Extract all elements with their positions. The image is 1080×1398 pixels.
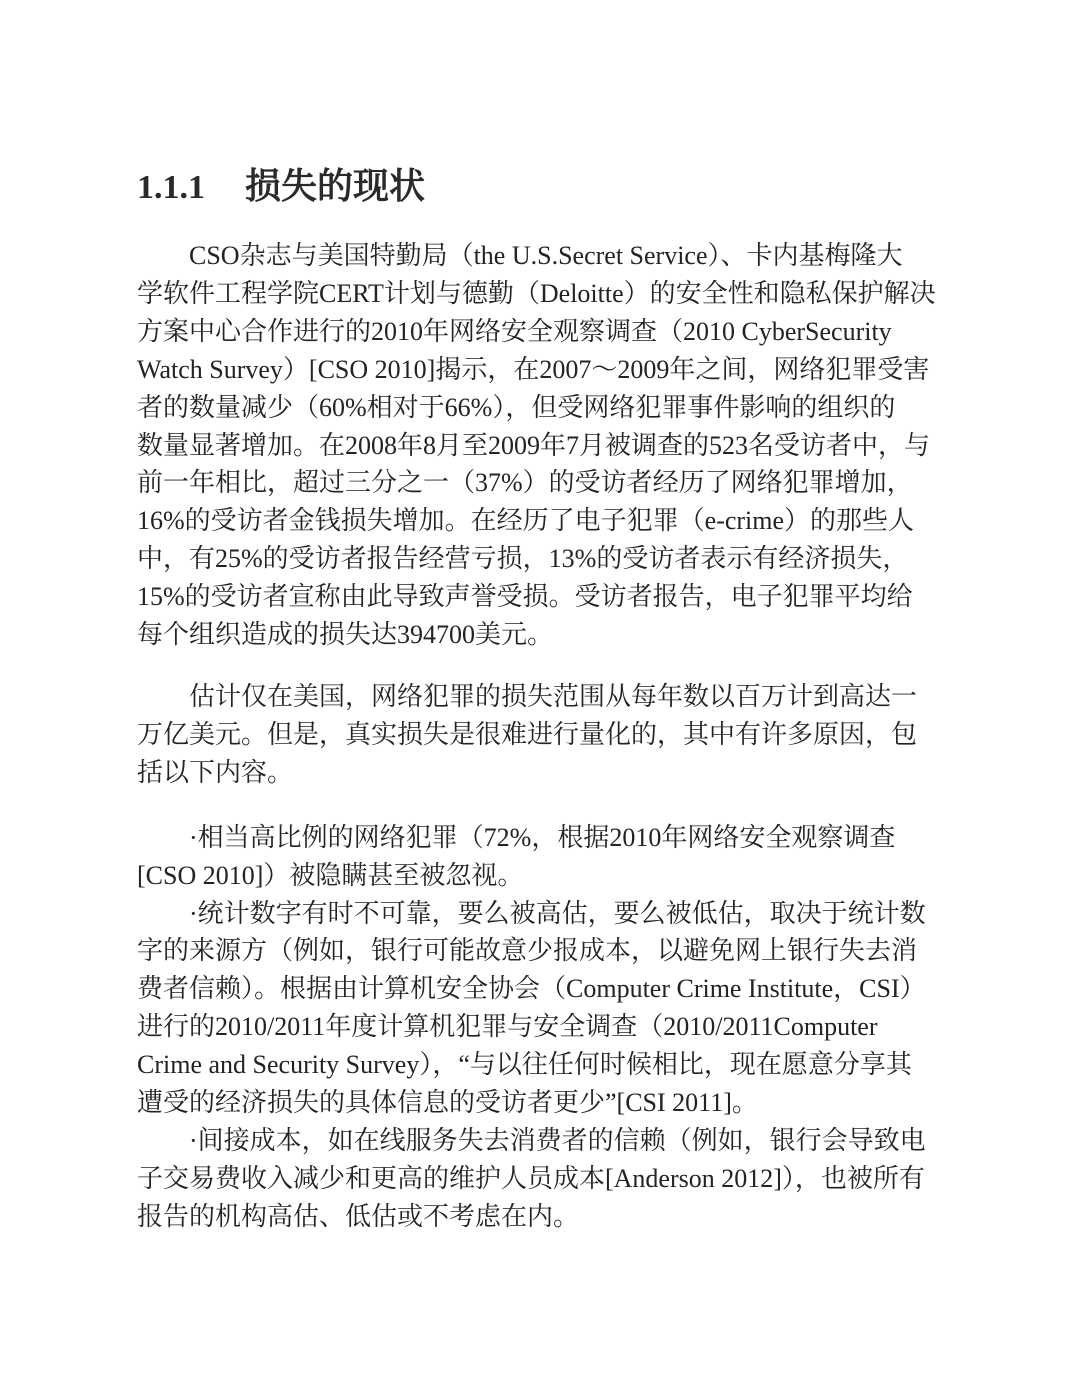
bullet-line: ·统计数字有时不可靠，要么被高估，要么被低估，取决于统计数 xyxy=(189,898,926,928)
paragraph-line: 每个组织造成的损失达394700美元。 xyxy=(137,620,554,650)
bullet-line: 子交易费收入减少和更高的维护人员成本[Anderson 2012]），也被所有 xyxy=(137,1163,925,1193)
section-heading xyxy=(137,161,425,211)
section-title: 损失的现状 xyxy=(245,166,426,206)
bullet-item xyxy=(137,1122,977,1236)
body-text xyxy=(137,237,977,1236)
section-number: 1.1.1 xyxy=(137,169,205,206)
paragraph-line: 括以下内容。 xyxy=(137,757,294,787)
paragraph-line: 估计仅在美国，网络犯罪的损失范围从每年数以百万计到高达一 xyxy=(189,681,918,711)
paragraph-line: 方案中心合作进行的2010年网络安全观察调查（2010 CyberSecurity xyxy=(137,316,892,346)
paragraph-line: 万亿美元。但是，真实损失是很难进行量化的，其中有许多原因，包 xyxy=(137,719,918,749)
bullet-item xyxy=(137,895,977,1122)
bullet-line: [CSO 2010]）被隐瞒甚至被忽视。 xyxy=(137,860,524,890)
paragraph-line: 数量显著增加。在2008年8月至2009年7月被调查的523名受访者中，与 xyxy=(137,430,931,460)
body-paragraph xyxy=(137,237,977,654)
bullet-line: Crime and Security Survey），“与以往任何时候相比，现在愿意分享其 xyxy=(137,1050,912,1080)
bullet-line: ·间接成本，如在线服务失去消费者的信赖（例如，银行会导致电 xyxy=(189,1125,926,1155)
paragraph-line: CSO杂志与美国特勤局（the U.S.Secret Service）、卡内基梅隆大 xyxy=(189,241,903,270)
paragraph-line: 前一年相比，超过三分之一（37%）的受访者经历了网络犯罪增加， xyxy=(137,468,913,498)
paragraph-line: 中，有25%的受访者报告经营亏损，13%的受访者表示有经济损失， xyxy=(137,544,909,574)
bullet-line: ·相当高比例的网络犯罪（72%，根据2010年网络安全观察调查 xyxy=(189,822,896,852)
paragraph-line: 者的数量减少（60%相对于66%），但受网络犯罪事件影响的组织的 xyxy=(137,392,896,422)
body-paragraph xyxy=(137,678,977,792)
bullet-line: 字的来源方（例如，银行可能故意少报成本，以避免网上银行失去消 xyxy=(137,936,918,966)
bullet-item xyxy=(137,819,977,895)
paragraph-line: Watch Survey）[CSO 2010]揭示，在2007～2009年之间，网络犯罪受害 xyxy=(137,354,930,384)
bullet-line: 费者信赖）。根据由计算机安全协会（Computer Crime Institute，CSI） xyxy=(137,974,926,1004)
bullet-line: 报告的机构高估、低估或不考虑在内。 xyxy=(137,1201,580,1231)
bullet-line: 遭受的经济损失的具体信息的受访者更少”[CSI 2011]。 xyxy=(137,1088,758,1118)
paragraph-line: 15%的受访者宣称由此导致声誉受损。受访者报告，电子犯罪平均给 xyxy=(137,582,913,612)
bullet-line: 进行的2010/2011年度计算机犯罪与安全调查（2010/2011Computer xyxy=(137,1012,878,1042)
paragraph-line: 16%的受访者金钱损失增加。在经历了电子犯罪（e-crime）的那些人 xyxy=(137,506,915,536)
paragraph-line: 学软件工程学院CERT计划与德勤（Deloitte）的安全性和隐私保护解决 xyxy=(137,278,936,308)
